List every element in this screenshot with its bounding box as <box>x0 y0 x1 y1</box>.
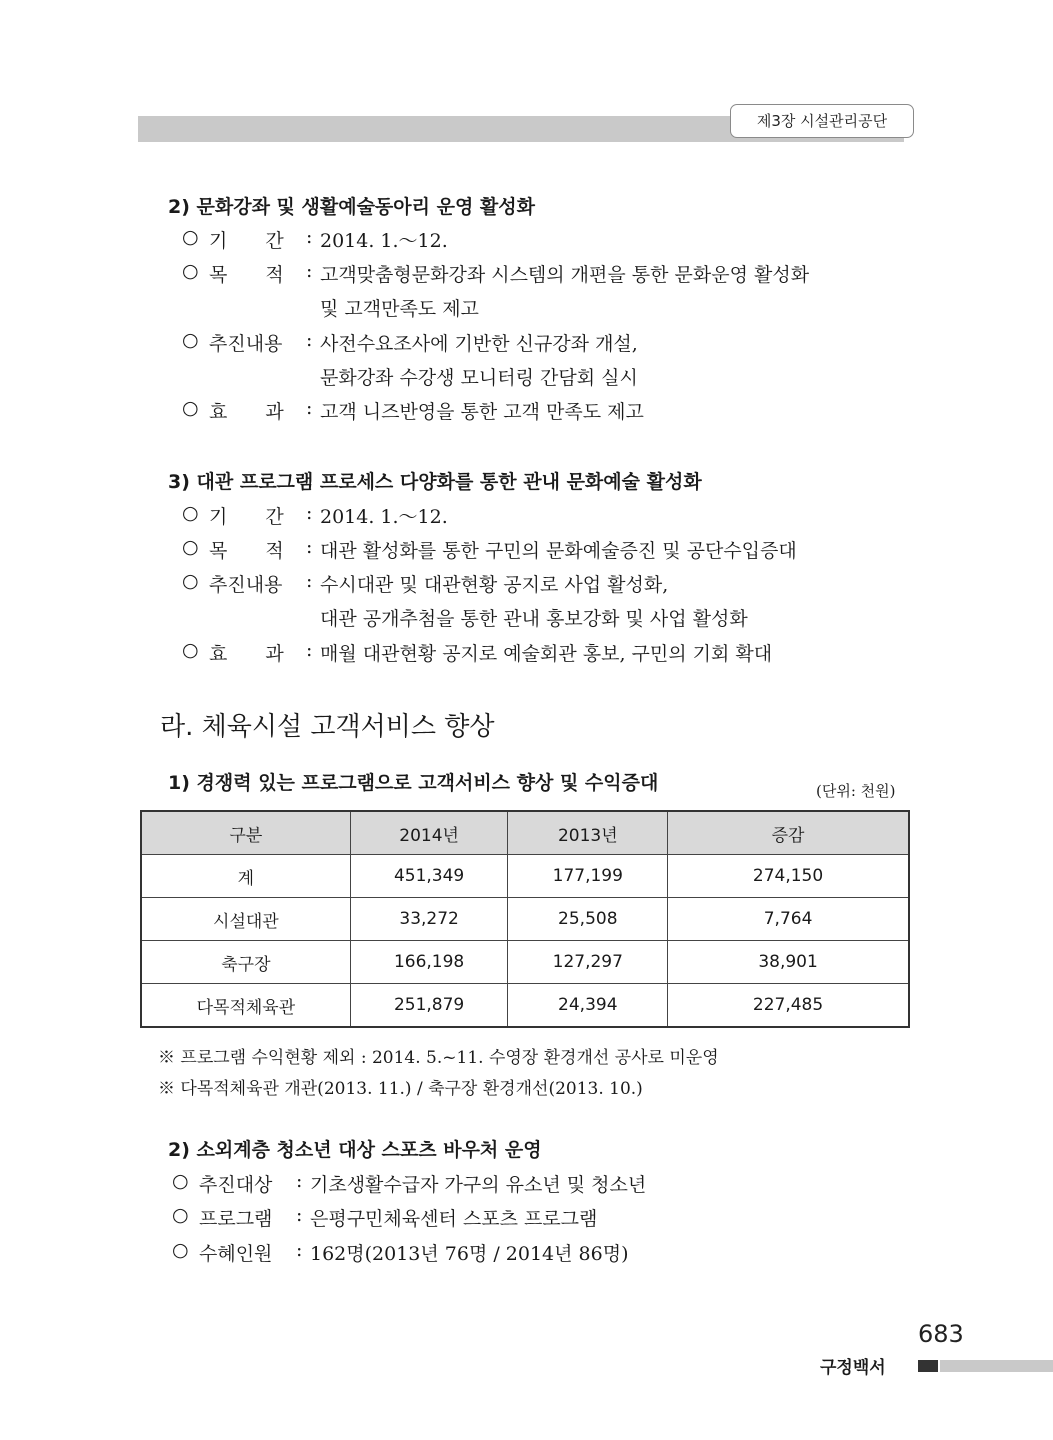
item-colon: : <box>306 536 313 558</box>
table-cell: 177,199 <box>508 855 668 898</box>
item-label: 기 간 <box>209 230 284 252</box>
item-label: 목 적 <box>209 264 284 286</box>
table-cell: 24,394 <box>508 984 668 1028</box>
item-label: 효 과 <box>209 401 284 423</box>
chapter-tab: 제3장 시설관리공단 <box>730 104 914 138</box>
section-title: 2) 문화강좌 및 생활예술동아리 운영 활성화 <box>168 196 535 218</box>
item-colon: : <box>296 1170 303 1192</box>
item-label: 기 간 <box>209 506 284 528</box>
table-cell: 7,764 <box>668 898 909 941</box>
page-number: 683 <box>918 1320 964 1348</box>
table-cell: 다목적체육관 <box>141 984 350 1028</box>
item-label: 목 적 <box>209 540 284 562</box>
table-cell: 274,150 <box>668 855 909 898</box>
circle-bullet-icon: ○ <box>182 226 199 248</box>
circle-bullet-icon: ○ <box>172 1204 189 1226</box>
item-value-continued: 및 고객만족도 제고 <box>320 298 479 320</box>
item-label: 효 과 <box>209 643 284 665</box>
circle-bullet-icon: ○ <box>182 570 199 592</box>
table-header-cell: 2013년 <box>508 811 668 855</box>
item-value: 2014. 1.～12. <box>320 506 448 528</box>
item-value: 고객 니즈반영을 통한 고객 만족도 제고 <box>320 401 644 423</box>
table-header-cell: 구분 <box>141 811 350 855</box>
revenue-table <box>140 810 910 1028</box>
footer-bar <box>940 1360 1053 1372</box>
item-colon: : <box>296 1204 303 1226</box>
footer-title: 구정백서 <box>820 1358 886 1378</box>
table-cell: 166,198 <box>350 941 508 984</box>
item-colon: : <box>306 226 313 248</box>
item-value: 고객맞춤형문화강좌 시스템의 개편을 통한 문화운영 활성화 <box>320 264 810 286</box>
item-label: 추진대상 <box>199 1174 273 1196</box>
table-header-cell: 2014년 <box>350 811 508 855</box>
item-label: 수혜인원 <box>199 1243 273 1265</box>
table-note: ※ 다목적체육관 개관(2013. 11.) / 축구장 환경개선(2013. 10.) <box>158 1079 643 1099</box>
item-value-continued: 문화강좌 수강생 모니터링 간담회 실시 <box>320 367 638 389</box>
table-row <box>141 984 909 1028</box>
circle-bullet-icon: ○ <box>182 536 199 558</box>
table-header-cell: 증감 <box>668 811 909 855</box>
item-value: 대관 활성화를 통한 구민의 문화예술증진 및 공단수입증대 <box>320 540 797 562</box>
item-value: 수시대관 및 대관현황 공지로 사업 활성화, <box>320 574 669 596</box>
item-value: 162명(2013년 76명 / 2014년 86명) <box>310 1243 629 1265</box>
table-cell: 25,508 <box>508 898 668 941</box>
item-colon: : <box>306 329 313 351</box>
table-header-row <box>141 811 909 855</box>
circle-bullet-icon: ○ <box>182 397 199 419</box>
table-cell: 축구장 <box>141 941 350 984</box>
circle-bullet-icon: ○ <box>172 1239 189 1261</box>
item-label: 프로그램 <box>199 1208 273 1230</box>
circle-bullet-icon: ○ <box>182 502 199 524</box>
circle-bullet-icon: ○ <box>182 260 199 282</box>
footer-mark <box>918 1360 938 1372</box>
table-row <box>141 855 909 898</box>
table-cell: 계 <box>141 855 350 898</box>
item-value: 기초생활수급자 가구의 유소년 및 청소년 <box>310 1174 647 1196</box>
item-colon: : <box>306 502 313 524</box>
table-note: ※ 프로그램 수익현황 제외 : 2014. 5.~11. 수영장 환경개선 공사로 미운영 <box>158 1048 719 1068</box>
item-label: 추진내용 <box>209 574 283 596</box>
circle-bullet-icon: ○ <box>182 329 199 351</box>
table-cell: 시설대관 <box>141 898 350 941</box>
item-value-continued: 대관 공개추첨을 통한 관내 홍보강화 및 사업 활성화 <box>320 608 748 630</box>
item-value: 매월 대관현황 공지로 예술회관 홍보, 구민의 기회 확대 <box>320 643 773 665</box>
table-cell: 227,485 <box>668 984 909 1028</box>
item-label: 추진내용 <box>209 333 283 355</box>
table-cell: 127,297 <box>508 941 668 984</box>
section-title: 2) 소외계층 청소년 대상 스포츠 바우처 운영 <box>168 1139 542 1161</box>
table-row <box>141 941 909 984</box>
item-value: 2014. 1.～12. <box>320 230 448 252</box>
table-cell: 251,879 <box>350 984 508 1028</box>
circle-bullet-icon: ○ <box>182 639 199 661</box>
table-cell: 451,349 <box>350 855 508 898</box>
item-value: 은평구민체육센터 스포츠 프로그램 <box>310 1208 598 1230</box>
item-colon: : <box>306 397 313 419</box>
item-value: 사전수요조사에 기반한 신규강좌 개설, <box>320 333 638 355</box>
table-cell: 33,272 <box>350 898 508 941</box>
item-colon: : <box>306 570 313 592</box>
item-colon: : <box>306 639 313 661</box>
table-cell: 38,901 <box>668 941 909 984</box>
circle-bullet-icon: ○ <box>172 1170 189 1192</box>
section-title: 1) 경쟁력 있는 프로그램으로 고객서비스 향상 및 수익증대 <box>168 772 659 794</box>
major-heading: 라. 체육시설 고객서비스 향상 <box>160 712 495 742</box>
unit-label: (단위: 천원) <box>816 782 896 800</box>
item-colon: : <box>306 260 313 282</box>
section-title: 3) 대관 프로그램 프로세스 다양화를 통한 관내 문화예술 활성화 <box>168 471 702 493</box>
item-colon: : <box>296 1239 303 1261</box>
table-row <box>141 898 909 941</box>
